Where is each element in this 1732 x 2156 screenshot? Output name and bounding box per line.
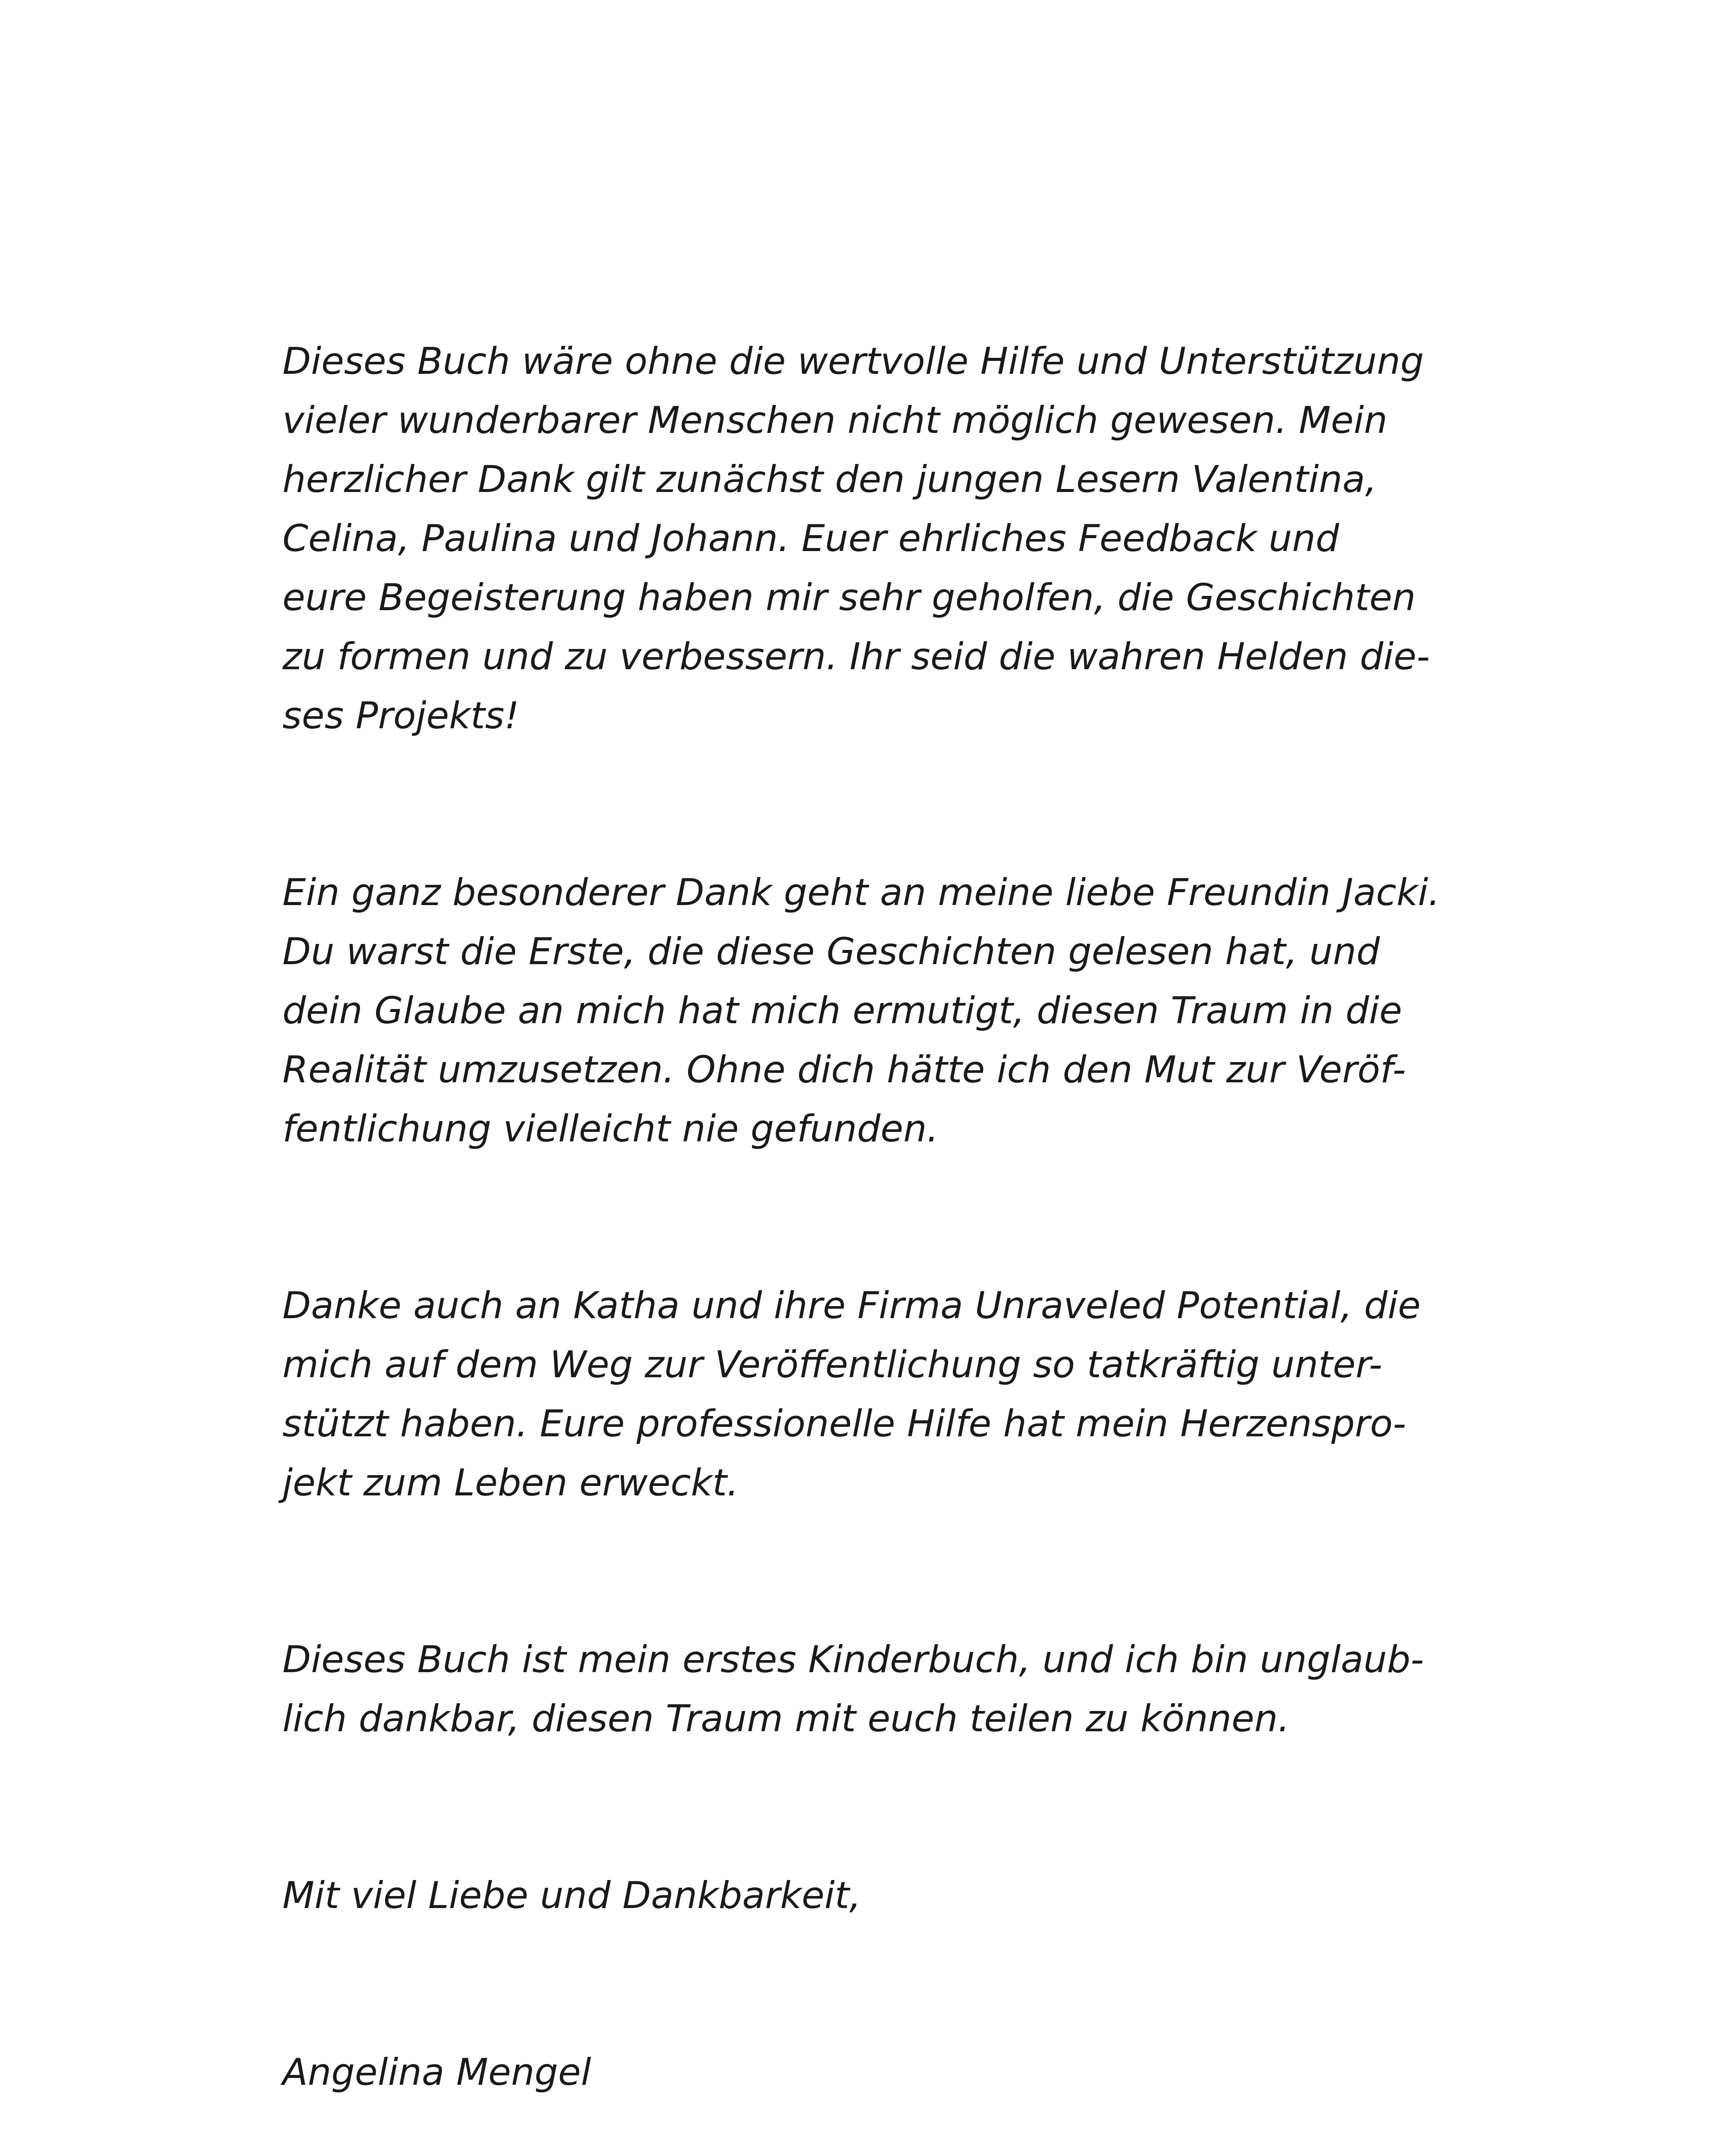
paragraph-spacer — [282, 1925, 1477, 2043]
text-line: Realität umzusetzen. Ohne dich hätte ich den Mut zur Veröf- — [282, 1048, 1406, 1091]
paragraph-spacer — [282, 745, 1477, 863]
text-line: jekt zum Leben erweckt. — [282, 1461, 739, 1504]
text-line: Ein ganz besonderer Dank geht an meine liebe Freundin Jacki. — [282, 871, 1440, 914]
acknowledgements-text — [282, 332, 1477, 2102]
text-line: ses Projekts! — [282, 694, 520, 737]
paragraph-spacer — [282, 1158, 1477, 1276]
text-line: Dieses Buch wäre ohne die wertvolle Hilfe und Unterstützung — [282, 340, 1424, 383]
text-line: lich dankbar, diesen Traum mit euch teilen zu können. — [282, 1697, 1290, 1740]
text-line: stützt haben. Eure professionelle Hilfe hat mein Herzenspro- — [282, 1402, 1406, 1445]
paragraph-publisher-thanks — [282, 1276, 1477, 1513]
paragraph-readers-thanks — [282, 332, 1477, 746]
text-line: Du warst die Erste, die diese Geschichten gelesen hat, und — [282, 930, 1380, 973]
text-line: herzlicher Dank gilt zunächst den jungen Lesern Valentina, — [282, 458, 1377, 501]
text-line: dein Glaube an mich hat mich ermutigt, diesen Traum in die — [282, 989, 1402, 1032]
author-name: Angelina Mengel — [282, 2051, 592, 2094]
text-line: Danke auch an Katha und ihre Firma Unraveled Potential, die — [282, 1284, 1421, 1327]
paragraph-spacer — [282, 1512, 1477, 1630]
paragraph-friend-thanks — [282, 863, 1477, 1159]
text-line: vieler wunderbarer Menschen nicht möglich gewesen. Mein — [282, 399, 1387, 442]
closing-text: Mit viel Liebe und Dankbarkeit, — [282, 1874, 861, 1917]
paragraph-first-book — [282, 1630, 1477, 1749]
text-line: eure Begeisterung haben mir sehr geholfen, die Geschichten — [282, 576, 1416, 619]
text-line: zu formen und zu verbessern. Ihr seid die wahren Helden die- — [282, 635, 1430, 678]
text-line: mich auf dem Weg zur Veröffentlichung so tatkräftig unter- — [282, 1343, 1382, 1386]
paragraph-spacer — [282, 1748, 1477, 1866]
signature — [282, 2043, 1477, 2102]
text-line: Dieses Buch ist mein erstes Kinderbuch, und ich bin unglaub- — [282, 1638, 1424, 1681]
text-line: fentlichung vielleicht nie gefunden. — [282, 1107, 939, 1150]
text-line: Celina, Paulina und Johann. Euer ehrliches Feedback und — [282, 517, 1339, 560]
closing-line — [282, 1866, 1477, 1925]
